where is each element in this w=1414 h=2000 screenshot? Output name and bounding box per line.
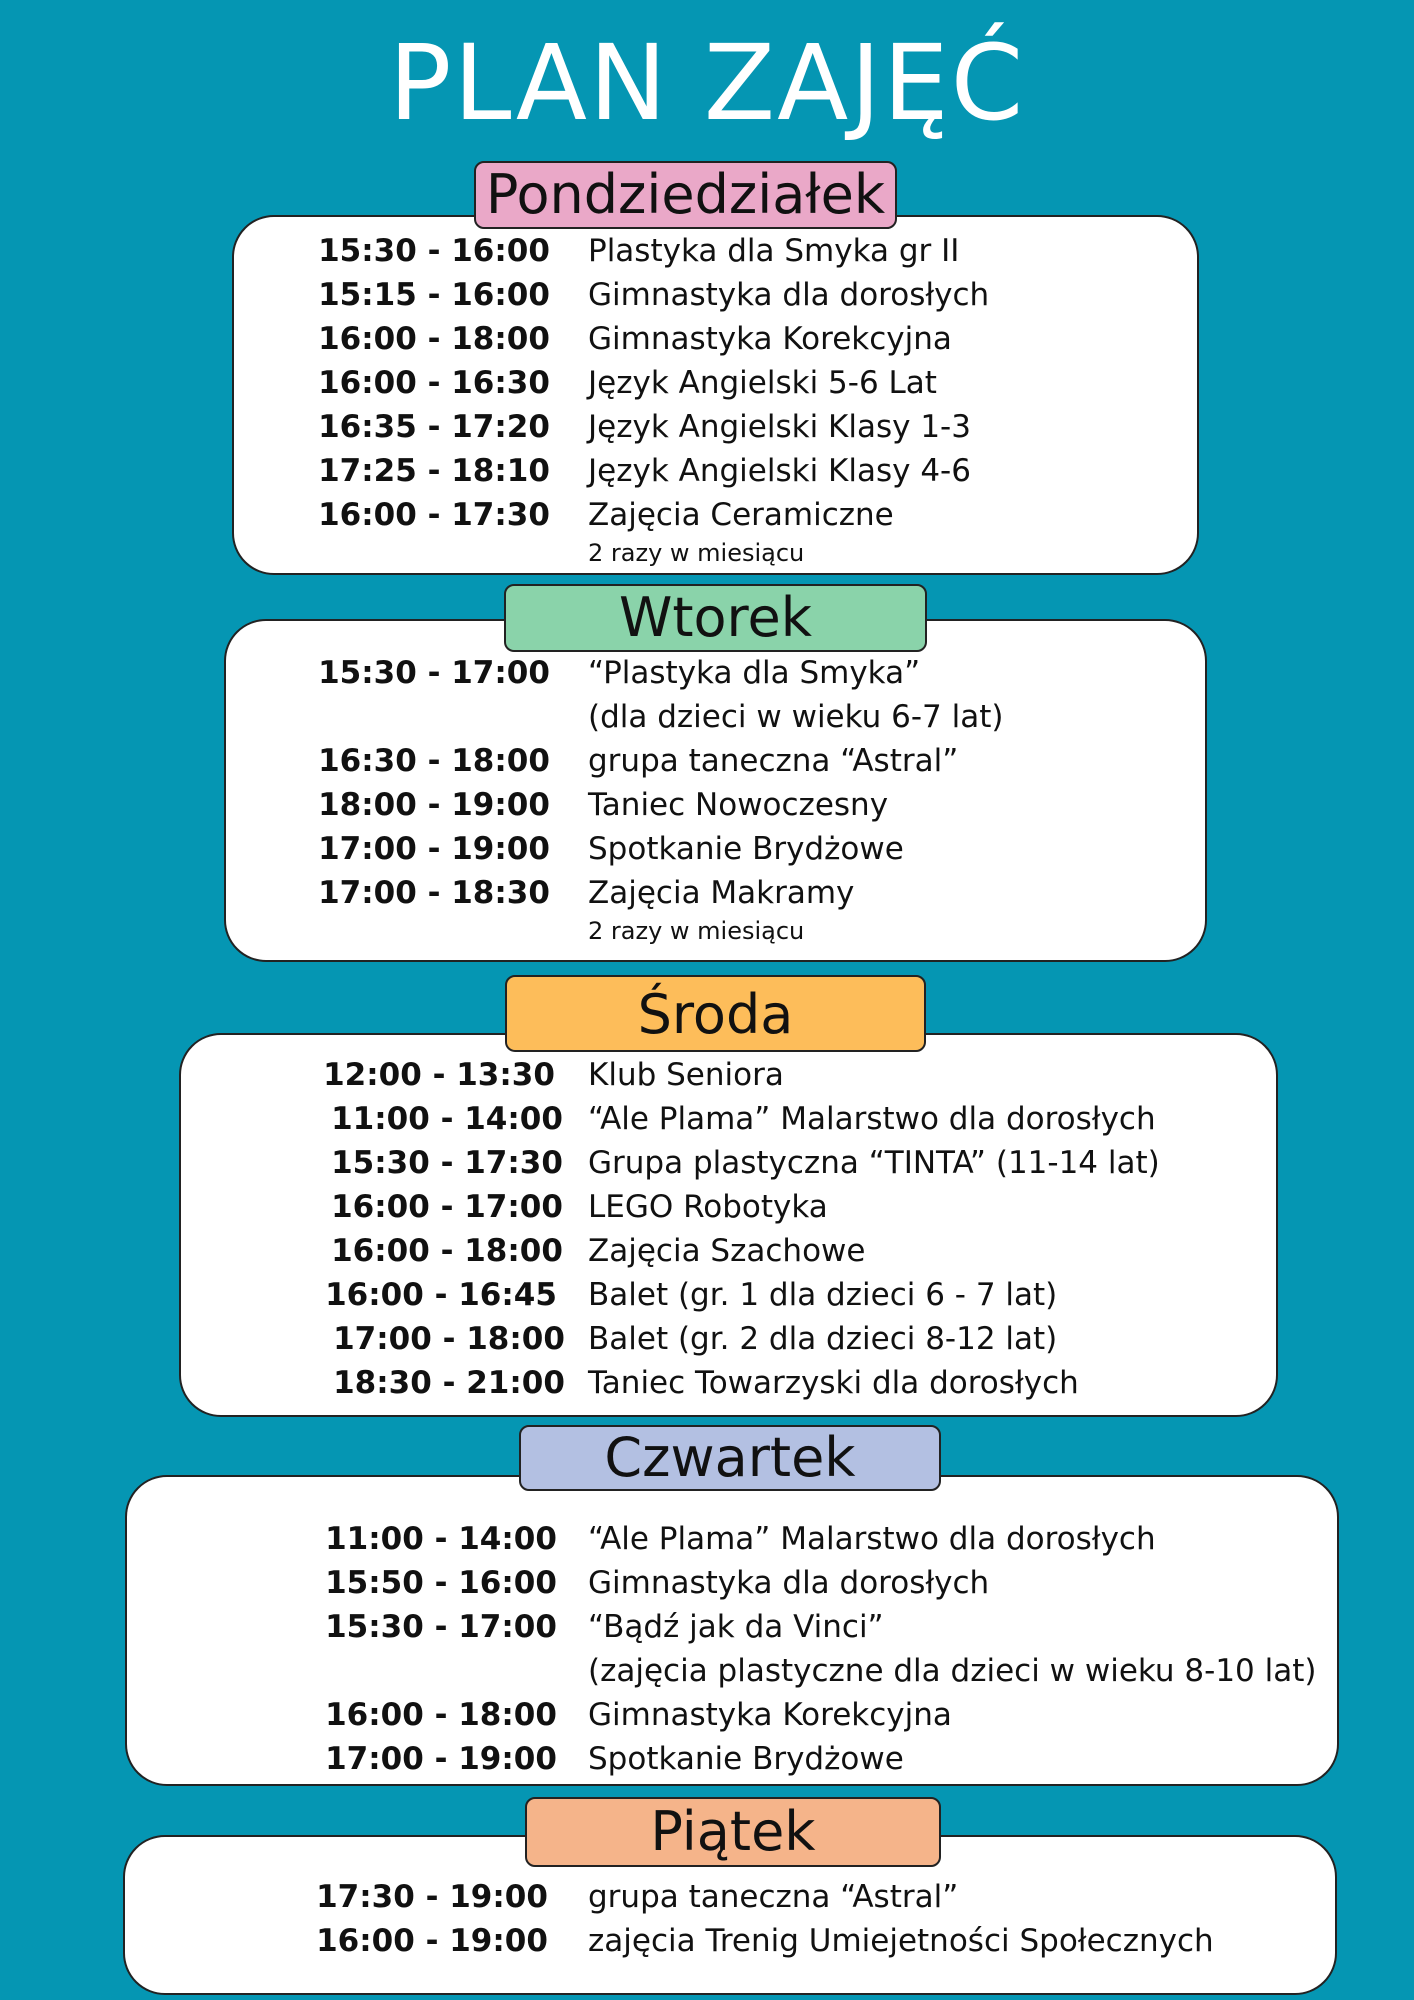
schedule-row bbox=[181, 1317, 1276, 1361]
activity-name: Gimnastyka dla dorosłych bbox=[588, 1565, 990, 1601]
time-range: 11:00 - 14:00 bbox=[325, 1521, 557, 1557]
activity-name: Język Angielski Klasy 4-6 bbox=[588, 453, 971, 489]
schedule-row bbox=[181, 1053, 1276, 1097]
activity-name: Język Angielski 5-6 Lat bbox=[588, 365, 937, 401]
time-range: 17:00 - 18:30 bbox=[318, 875, 550, 911]
activity-name: grupa taneczna “Astral” bbox=[588, 743, 959, 779]
time-range: 17:30 - 19:00 bbox=[316, 1879, 548, 1915]
schedule-row bbox=[181, 1097, 1276, 1141]
schedule-row bbox=[226, 783, 1205, 827]
time-range: 17:25 - 18:10 bbox=[318, 453, 550, 489]
activity-name: Gimnastyka dla dorosłych bbox=[588, 277, 990, 313]
activity-name: Spotkanie Brydżowe bbox=[588, 1741, 904, 1777]
time-range: 16:00 - 16:45 bbox=[325, 1277, 557, 1313]
time-range: 15:30 - 17:30 bbox=[331, 1145, 563, 1181]
schedule-row bbox=[127, 1693, 1337, 1737]
schedule-note-row bbox=[234, 531, 1197, 575]
activity-name: Zajęcia Ceramiczne bbox=[588, 497, 894, 533]
time-range: 16:00 - 18:00 bbox=[318, 321, 550, 357]
page-title: PLAN ZAJĘĆ bbox=[388, 22, 1026, 144]
day-card-wednesday bbox=[179, 1033, 1278, 1417]
schedule-row bbox=[127, 1561, 1337, 1605]
time-range: 17:00 - 18:00 bbox=[333, 1321, 565, 1357]
time-range: 16:00 - 18:00 bbox=[325, 1697, 557, 1733]
activity-name: Spotkanie Brydżowe bbox=[588, 831, 904, 867]
activity-note: 2 razy w miesiącu bbox=[588, 917, 805, 945]
day-card-thursday bbox=[125, 1475, 1339, 1786]
time-range: 18:00 - 19:00 bbox=[318, 787, 550, 823]
schedule-row bbox=[181, 1141, 1276, 1185]
schedule-row bbox=[127, 1649, 1337, 1693]
schedule-row bbox=[127, 1605, 1337, 1649]
activity-name: Balet (gr. 2 dla dzieci 8-12 lat) bbox=[588, 1321, 1058, 1357]
schedule-note-row bbox=[226, 909, 1205, 953]
day-label-monday: Pondziedziałek bbox=[474, 161, 897, 229]
activity-name: Gimnastyka Korekcyjna bbox=[588, 1697, 952, 1733]
schedule-row bbox=[226, 651, 1205, 695]
day-card-monday bbox=[232, 215, 1199, 575]
activity-name: Zajęcia Szachowe bbox=[588, 1233, 866, 1269]
schedule-row bbox=[234, 361, 1197, 405]
time-range: 15:50 - 16:00 bbox=[325, 1565, 557, 1601]
time-range: 16:00 - 17:00 bbox=[331, 1189, 563, 1225]
activity-name: Balet (gr. 1 dla dzieci 6 - 7 lat) bbox=[588, 1277, 1058, 1313]
schedule-row bbox=[181, 1273, 1276, 1317]
activity-name: Język Angielski Klasy 1-3 bbox=[588, 409, 971, 445]
day-card-tuesday bbox=[224, 619, 1207, 962]
schedule-row bbox=[127, 1517, 1337, 1561]
time-range: 16:00 - 19:00 bbox=[316, 1923, 548, 1959]
activity-note: (dla dzieci w wieku 6-7 lat) bbox=[588, 699, 1004, 735]
time-range: 16:30 - 18:00 bbox=[318, 743, 550, 779]
activity-note: 2 razy w miesiącu bbox=[588, 539, 805, 567]
activity-name: Taniec Nowoczesny bbox=[588, 787, 889, 823]
schedule-row bbox=[125, 1919, 1335, 1963]
activity-name: “Ale Plama” Malarstwo dla dorosłych bbox=[588, 1521, 1156, 1557]
schedule-row bbox=[127, 1737, 1337, 1781]
schedule-row bbox=[234, 405, 1197, 449]
time-range: 16:00 - 18:00 bbox=[331, 1233, 563, 1269]
time-range: 15:30 - 17:00 bbox=[325, 1609, 557, 1645]
activity-name: Gimnastyka Korekcyjna bbox=[588, 321, 952, 357]
activity-name: zajęcia Trenig Umiejetności Społecznych bbox=[588, 1923, 1214, 1959]
activity-name: Klub Seniora bbox=[588, 1057, 784, 1093]
time-range: 16:00 - 16:30 bbox=[318, 365, 550, 401]
schedule-row bbox=[226, 739, 1205, 783]
schedule-row bbox=[234, 317, 1197, 361]
activity-name: Taniec Towarzyski dla dorosłych bbox=[588, 1365, 1079, 1401]
schedule-row bbox=[234, 273, 1197, 317]
time-range: 17:00 - 19:00 bbox=[325, 1741, 557, 1777]
activity-name: grupa taneczna “Astral” bbox=[588, 1879, 959, 1915]
schedule-row bbox=[181, 1185, 1276, 1229]
time-range: 15:15 - 16:00 bbox=[318, 277, 550, 313]
activity-name: “Ale Plama” Malarstwo dla dorosłych bbox=[588, 1101, 1156, 1137]
activity-name: Plastyka dla Smyka gr II bbox=[588, 233, 960, 269]
schedule-row bbox=[181, 1361, 1276, 1405]
activity-name: Grupa plastyczna “TINTA” (11-14 lat) bbox=[588, 1145, 1160, 1181]
time-range: 16:00 - 17:30 bbox=[318, 497, 550, 533]
time-range: 15:30 - 17:00 bbox=[318, 655, 550, 691]
schedule-row bbox=[226, 827, 1205, 871]
activity-note: (zajęcia plastyczne dla dzieci w wieku 8-10 lat) bbox=[588, 1653, 1317, 1689]
activity-name: “Bądź jak da Vinci” bbox=[588, 1609, 884, 1645]
time-range: 11:00 - 14:00 bbox=[331, 1101, 563, 1137]
day-label-wednesday: Środa bbox=[505, 975, 926, 1052]
activity-name: Zajęcia Makramy bbox=[588, 875, 855, 911]
schedule-row bbox=[234, 449, 1197, 493]
time-range: 18:30 - 21:00 bbox=[333, 1365, 565, 1401]
schedule-row bbox=[125, 1875, 1335, 1919]
activity-name: “Plastyka dla Smyka” bbox=[588, 655, 921, 691]
day-label-tuesday: Wtorek bbox=[504, 584, 927, 652]
time-range: 12:00 - 13:30 bbox=[323, 1057, 555, 1093]
day-label-friday: Piątek bbox=[525, 1797, 941, 1867]
schedule-row bbox=[226, 695, 1205, 739]
schedule-row bbox=[234, 229, 1197, 273]
time-range: 17:00 - 19:00 bbox=[318, 831, 550, 867]
time-range: 16:35 - 17:20 bbox=[318, 409, 550, 445]
day-label-thursday: Czwartek bbox=[519, 1425, 941, 1491]
schedule-row bbox=[181, 1229, 1276, 1273]
time-range: 15:30 - 16:00 bbox=[318, 233, 550, 269]
activity-name: LEGO Robotyka bbox=[588, 1189, 828, 1225]
